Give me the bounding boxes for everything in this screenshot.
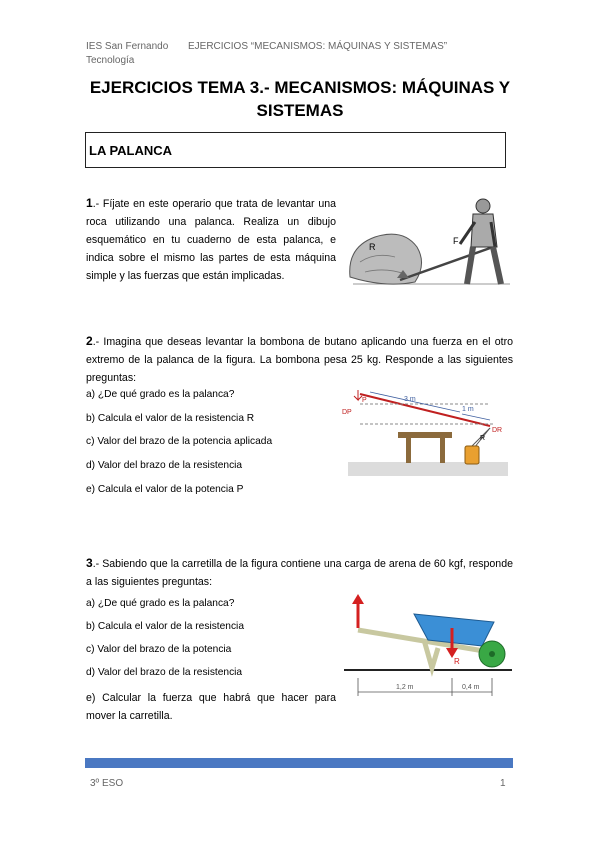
butane-lever-figure [340,384,515,479]
figure3-label-1-2m: 1,2 m [396,684,414,691]
exercise-2-text [86,332,513,387]
exercise-2-body: .- Imagina que deseas levantar la bombona de butano aplicando una fuerza en el otro extremo de la palanca de la figura. La bombona pesa 25 kg. Responde a las siguientes preguntas: [86,336,513,384]
figure1-label-f: F [453,236,459,246]
footer-bar [85,758,513,768]
exercise-3-question-e: e) Calcular la fuerza que habrá que hacer para mover la carretilla. [86,692,336,722]
lever-worker-figure [345,192,515,292]
exercise-1-number: 1 [86,196,93,210]
wheelbarrow-figure [344,592,516,704]
figure2-label-1m: 1 m [462,406,474,413]
exercise-3-question-a: a) ¿De qué grado es la palanca? [86,598,235,609]
header-school: IES San Fernando [86,41,169,52]
exercise-2-question-c: c) Valor del brazo de la potencia aplicada [86,436,273,447]
figure3-label-0-4m: 0,4 m [462,684,480,691]
figure2-label-3m: 3 m [404,396,416,403]
exercise-3-question-c: c) Valor del brazo de la potencia [86,644,232,655]
figure3-label-r: R [454,657,460,666]
figure2-label-r: R [480,435,486,442]
header-doc-title: EJERCICIOS “MECANISMOS: MÁQUINAS Y SISTEMAS” [188,41,448,52]
section-title: LA PALANCA [89,143,173,158]
exercise-3-question-b: b) Calcula el valor de la resistencia [86,621,244,632]
footer-page-number: 1 [500,778,506,789]
exercise-3-question-d: d) Valor del brazo de la resistencia [86,667,243,678]
exercise-1-body: .- Fíjate en este operario que trata de levantar una roca utilizando una palanca. Realiza un dibujo esquemático en tu cuaderno de esta palanca, e indica sobre el mismo las partes de esta máquina simple y las fuerzas que están implicadas. [86,198,336,282]
figure2-label-p: P [362,397,367,404]
exercise-2-number: 2 [86,334,93,348]
exercise-2-question-e: e) Calcula el valor de la potencia P [86,484,244,495]
exercise-1-text [86,194,336,285]
page-title-line-1: EJERCICIOS TEMA 3.- MECANISMOS: MÁQUINAS Y [89,78,511,97]
exercise-3-number: 3 [86,556,93,570]
figure1-label-r: R [369,242,376,252]
figure2-label-dp: DP [342,409,352,416]
exercise-2-question-a: a) ¿De qué grado es la palanca? [86,389,235,400]
page-title-line-2: SISTEMAS [256,101,344,120]
page-title [60,76,540,122]
exercise-3-text [86,554,513,591]
figure2-label-dr: DR [492,427,503,434]
exercise-2-question-b: b) Calcula el valor de la resistencia R [86,413,255,424]
header-department: Tecnología [86,55,135,66]
section-heading-box [85,132,506,168]
exercise-3-body: .- Sabiendo que la carretilla de la figura contiene una carga de arena de 60 kgf, responde a las siguientes preguntas: [86,558,513,588]
footer-course: 3º ESO [90,778,124,789]
exercise-2-question-d: d) Valor del brazo de la resistencia [86,460,243,471]
